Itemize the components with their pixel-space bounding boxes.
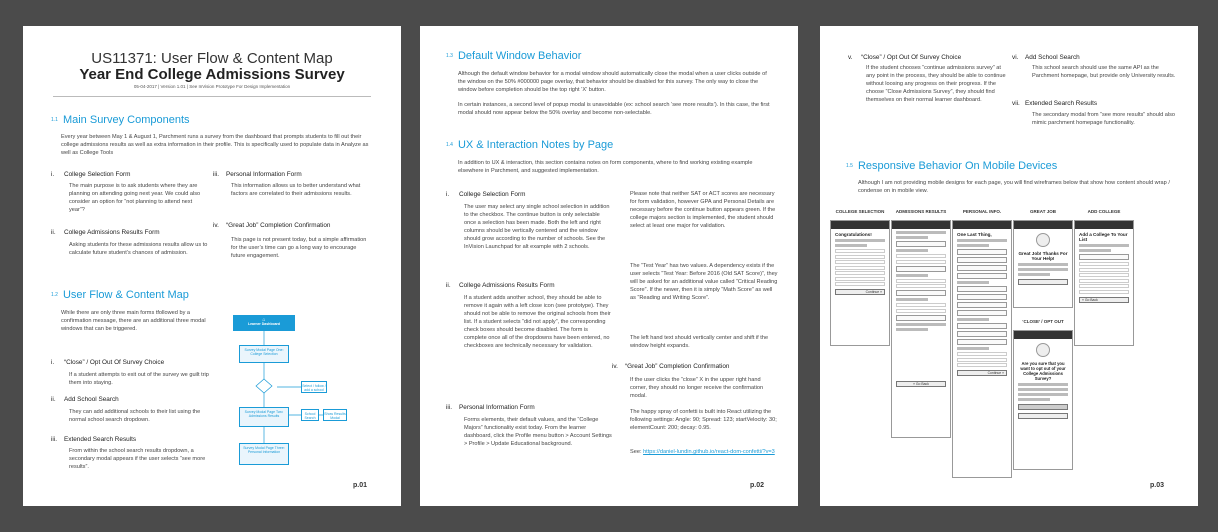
item-heading: ii. College Admissions Results Form <box>446 282 555 289</box>
page-number: p.01 <box>353 482 368 489</box>
section-1-4-heading: 1.4 UX & Interaction Notes by Page <box>446 139 614 151</box>
doc-meta: 05-04-2017 | Version 1.01 | See InVision Prototype For Design Implementation <box>133 84 291 89</box>
thumbs-up-icon <box>1036 233 1050 247</box>
section-1-1-heading: 1.1 Main Survey Components <box>51 114 190 126</box>
flow-node-select: Select / follow / add a school <box>301 381 327 393</box>
item-body: They can add additional schools to their list using the normal school search dropdown. <box>69 409 201 423</box>
wireframe-admissions-results: « Go Back <box>891 220 951 438</box>
house-icon: ⌂ <box>262 317 266 323</box>
wireframe-label: PERSONAL INFO. <box>962 209 1002 214</box>
item-heading: iii. Extended Search Results <box>51 436 137 443</box>
wireframe-opt-out: Are you sure that you want to opt out of your College Admissions Survey? <box>1013 330 1073 470</box>
item-heading: vi. Add School Search <box>1012 54 1080 61</box>
item-heading: v. “Close” / Opt Out Of Survey Choice <box>848 54 962 61</box>
wireframe-label: ADMISSIONS RESULTS <box>895 209 947 214</box>
wireframe-college-selection: Congratulations! Continue » <box>830 220 890 346</box>
wireframe-label: COLLEGE SELECTION <box>835 209 885 214</box>
flow-node-school-search: School Search <box>301 409 319 421</box>
item-heading: i. “Close” / Opt Out Of Survey Choice <box>51 359 165 366</box>
item-heading: ii. Add School Search <box>51 396 119 403</box>
section-1-3-p2: In certain instances, a second level of popup modal is unavoidable (ex: school search ‘see more results’). In this case, the first modal should now appear below the 50% overlay and become non-selectable. <box>458 102 770 116</box>
confetti-link[interactable]: https://daniel-lundin.github.io/react-dom-confetti/?v=3 <box>643 449 775 455</box>
section-1-4-intro: In addition to UX & interaction, this section contains notes on form components, where to find working existing example elsewhere in Parchment, and suggested implementation. <box>458 160 753 174</box>
page-number: p.02 <box>750 482 765 489</box>
item-body: The user may select any single school selection in addition to the checkbox. The continue button is only selectable once a selection has been made. Both the left and right columns should be vertically centered and the window should grow according to the number of schools. See the InVision Launchpad for alt example with 2 schools. <box>464 204 610 250</box>
wireframe-label: GREAT JOB <box>1030 209 1056 214</box>
page-3 <box>820 26 1198 506</box>
confetti-link-line: See: https://daniel-lundin.github.io/react-dom-confetti/?v=3 <box>630 449 775 455</box>
optout-label: ‘CLOSE’ / OPT OUT <box>1022 319 1064 324</box>
item-body: The main purpose is to ask students where they are planning on attending going next year. We could also consider an option for “not planning to attend next year”? <box>69 183 201 213</box>
item-heading: i. College Selection Form <box>51 171 131 178</box>
section-1-3-heading: 1.3 Default Window Behavior <box>446 50 582 62</box>
page-2 <box>420 26 798 506</box>
flow-node-more-results: Show Results Modal <box>323 409 347 421</box>
item-body: This information allows us to better understand what factors are correlated to their admissions results. <box>231 183 361 197</box>
right-note-3: The left hand text should vertically center and shift if the window height expands. <box>630 335 769 349</box>
wireframe-add-college: Add a College To Your List « Go Back <box>1074 220 1134 346</box>
item-body: If the user clicks the “close” X in the upper right hand corner, they should no longer receive the confirmation modal. <box>630 377 764 399</box>
flow-node-page-two: Survey Modal Page Two: Admissions Results <box>239 407 289 427</box>
section-1-3-p1: Although the default window behavior for a modal window should automatically close the modal when a user clicks outside of the window on the 50% #000000 page overlay, that behavior should be disabled for this survey. The only way to close the window before completion should be the top right ‘X’ button. <box>458 71 767 93</box>
wireframe-personal-info: One Last Thing, Continue » <box>952 220 1012 478</box>
doc-title-line1: US11371: User Flow & Content Map <box>91 50 333 67</box>
item-body: If a student adds another school, they should be able to remove it again with a left close icon (see prototype). They should not be able to remove the original schools from their list. If a student selects “did not apply”, the corresponding check boxes should become disabled. The form is complete once all of the dropdowns have been entered, no checkboxes are technically necessary for validation. <box>464 295 611 349</box>
item-heading: i. College Selection Form <box>446 191 526 198</box>
divider <box>53 96 371 97</box>
section-1-5-heading: 1.5 Responsive Behavior On Mobile Devices <box>846 160 1058 172</box>
item-body: Forms elements, their default values, and the “College Majors” functionality exist today. From the learner dashboard, click the Profile menu button > Account Settings > Profile > Update Educational background. <box>464 417 612 447</box>
item-body: If the student chooses “continue admissions survey” at any point in the process, they should be able to continue without loosing any progress on their progress. If the choose “Close Admissions Survey”, they should find themselves on their normal learner dashboard. <box>866 65 1006 103</box>
flow-node-dashboard: ⌂ Learner Dashboard <box>233 315 295 331</box>
item-body: From within the school search results dropdown, a secondary modal appears if the user selects “see more results”. <box>69 448 206 470</box>
section-1-2-heading: 1.2 User Flow & Content Map <box>51 289 189 301</box>
item-body: This page is not present today, but a simple affirmation for the user’s time can go a long way to encourage future engagement. <box>231 237 367 259</box>
section-1-2-intro: While there are only three main forms tfollowed by a confirmation message, there are an additional three modal windows that can be triggered. <box>61 310 206 332</box>
user-flow-diagram <box>219 315 349 478</box>
item-body: The secondary modal from “see more results” should also mimic parchment homepage functionality. <box>1032 112 1176 126</box>
item-heading: iv. “Great Job” Completion Confirmation <box>213 222 331 229</box>
flow-node-page-three: Survey Modal Page Three: Personal Information <box>239 443 289 465</box>
wireframe-label: ADD COLLEGE <box>1087 209 1121 214</box>
item-body: Asking students for these admissions results allow us to calculate future student’s chances of admission. <box>69 242 208 256</box>
item-heading: iv. “Great Job” Completion Confirmation <box>612 363 730 370</box>
right-note-1: Please note that neither SAT or ACT scores are necessary for form validation, however GPA and Personal Details are necessary before the continue button appears green. If the college majors section is implemented, the student should select at least one major for validation. <box>630 191 776 229</box>
item-body: If a student attempts to exit out of the survey we guilt trip them into staying. <box>69 372 209 386</box>
trash-icon <box>1036 343 1050 357</box>
flow-node-page-one: Survey Modal Page One: College Selection <box>239 345 289 363</box>
right-note-2: The “Test Year” has two values. A dependency exists if the user selects “Test Year: Before 2016 (Old SAT Score)”, they will be asked for an additional value called “Critical Reading Score”. If the newer, then it is simply “Math Score” as well as “Reading and Writing Score”. <box>630 263 778 301</box>
doc-title-line2: Year End College Admissions Survey <box>79 66 345 83</box>
right-note-4: The happy spray of confetti is built into React utilizing the following settings: Angle: 90; Spread: 123; startVelocity: 30; elementCount: 200; decay: 0.95. <box>630 409 777 431</box>
page-number: p.03 <box>1150 482 1165 489</box>
item-body: This school search should use the same API as the Parchment homepage, but provide only University results. <box>1032 65 1176 79</box>
item-heading: ii. College Admissions Results Form <box>51 229 160 236</box>
item-heading: iii. Personal Information Form <box>446 404 535 411</box>
item-heading: vii. Extended Search Results <box>1012 100 1098 107</box>
item-heading: iii. Personal Information Form <box>213 171 302 178</box>
wireframe-great-job: Great Job! Thanks For Your Help! <box>1013 220 1073 308</box>
section-1-5-intro: Although I am not providing mobile designs for each page, you will find wireframes below that show how content should wrap / condense on in mobile view. <box>858 180 1170 194</box>
page-1 <box>23 26 401 506</box>
section-1-1-intro: Every year between May 1 & August 1, Parchment runs a survey from the dashboard that prompts students to fill out their college admissions results as well as extra information in their profile. This is specifically used to populate data in Analyze as well as College Tools <box>61 134 369 156</box>
